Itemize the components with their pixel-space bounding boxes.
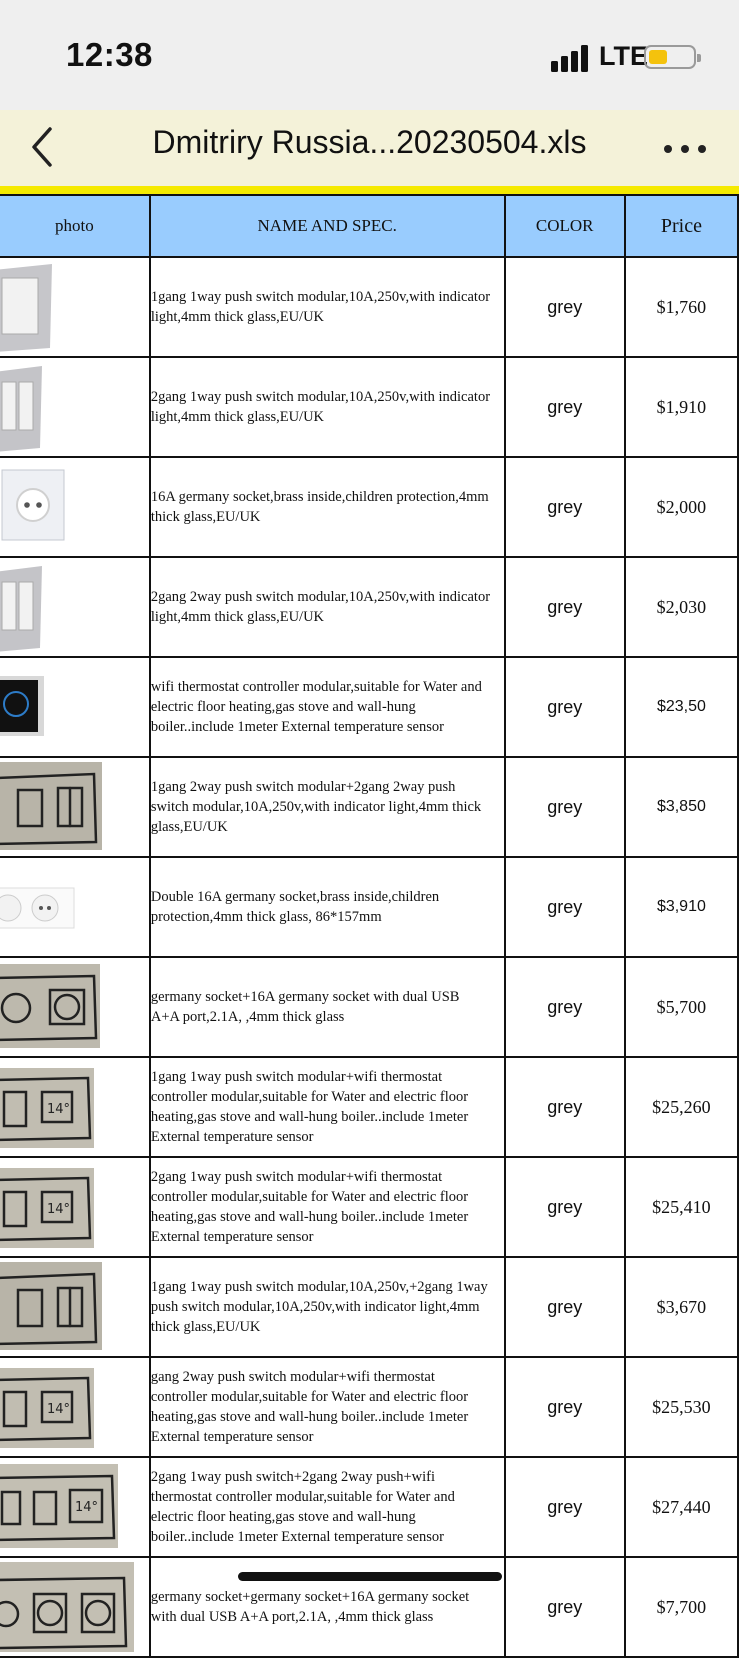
product-photo[interactable] xyxy=(0,1257,150,1357)
spec-cell[interactable] xyxy=(150,1057,505,1157)
spec-line: heating,gas stove and wall-hung boiler..include 1meter xyxy=(150,1109,469,1125)
battery-icon xyxy=(644,45,696,69)
cellular-signal-icon xyxy=(551,44,591,72)
spec-line: light,4mm thick glass,EU/UK xyxy=(150,609,325,625)
product-photo[interactable] xyxy=(0,1057,150,1157)
svg-text:14°: 14° xyxy=(47,1202,71,1217)
spec-line: 1gang 1way push switch modular,10A,250v,with indicator xyxy=(150,289,491,305)
product-photo[interactable] xyxy=(0,357,150,457)
column-header-photo[interactable]: photo xyxy=(0,195,150,257)
svg-text:14°: 14° xyxy=(47,1402,71,1417)
spec-line: 2gang 1way push switch+2gang 2way push+wifi xyxy=(150,1469,436,1485)
price-cell[interactable]: $27,440 xyxy=(625,1457,738,1557)
spec-line: Double 16A germany socket,brass inside,children xyxy=(150,889,440,905)
price-cell[interactable]: $5,700 xyxy=(625,957,738,1057)
table-row xyxy=(0,557,738,657)
color-cell[interactable]: grey xyxy=(505,1057,625,1157)
column-header-price[interactable]: Price xyxy=(625,195,738,257)
color-cell[interactable]: grey xyxy=(505,1257,625,1357)
spec-cell[interactable] xyxy=(150,1357,505,1457)
spec-line: light,4mm thick glass,EU/UK xyxy=(150,309,325,325)
spec-line: 1gang 2way push switch modular+2gang 2way push xyxy=(150,779,456,795)
spec-line: A+A port,2.1A, ,4mm thick glass xyxy=(150,1009,345,1025)
more-horizontal-icon[interactable] xyxy=(660,130,710,166)
table-row xyxy=(0,757,738,857)
spec-line: External temperature sensor xyxy=(150,1129,314,1145)
color-cell[interactable]: grey xyxy=(505,957,625,1057)
price-cell[interactable]: $25,410 xyxy=(625,1157,738,1257)
color-cell[interactable]: grey xyxy=(505,657,625,757)
nav-divider xyxy=(0,186,739,194)
spec-line: push switch modular,10A,250v,with indicator light,4mm xyxy=(150,1299,480,1315)
product-photo[interactable] xyxy=(0,557,150,657)
spec-line: External temperature sensor xyxy=(150,1229,314,1245)
product-photo[interactable] xyxy=(0,457,150,557)
spec-line: light,4mm thick glass,EU/UK xyxy=(150,409,325,425)
spec-line: 2gang 2way push switch modular,10A,250v,with indicator xyxy=(150,589,491,605)
table-row xyxy=(0,357,738,457)
spec-cell[interactable] xyxy=(150,257,505,357)
table-row xyxy=(0,457,738,557)
spec-line: thick glass,EU/UK xyxy=(150,509,261,525)
table-row xyxy=(0,657,738,757)
color-cell[interactable]: grey xyxy=(505,1357,625,1457)
spec-line: thermostat controller modular,suitable for Water and xyxy=(150,1489,455,1505)
spec-line: heating,gas stove and wall-hung boiler..include 1meter xyxy=(150,1409,469,1425)
spec-line: germany socket+germany socket+16A germany socket xyxy=(150,1589,470,1605)
price-cell[interactable]: $2,000 xyxy=(625,457,738,557)
spec-line: controller modular,suitable for Water and electric floor xyxy=(150,1389,469,1405)
spec-line: wifi thermostat controller modular,suitable for Water and xyxy=(150,679,482,695)
spec-cell[interactable] xyxy=(150,1157,505,1257)
spec-line: 16A germany socket,brass inside,children protection,4mm xyxy=(150,489,489,505)
color-cell[interactable]: grey xyxy=(505,257,625,357)
product-photo[interactable] xyxy=(0,1157,150,1257)
color-cell[interactable]: grey xyxy=(505,1557,625,1657)
column-header-name[interactable]: NAME AND SPEC. xyxy=(150,195,505,257)
product-photo[interactable] xyxy=(0,1357,150,1457)
document-title: Dmitriry Russia...20230504.xls xyxy=(152,124,587,160)
spec-cell[interactable] xyxy=(150,757,505,857)
battery-level xyxy=(649,50,667,64)
product-photo[interactable] xyxy=(0,1457,150,1557)
spec-line: boiler..include 1meter External temperature sensor xyxy=(150,719,444,735)
price-cell[interactable]: $23,50 xyxy=(625,657,738,757)
spreadsheet-view[interactable] xyxy=(0,194,739,1625)
spec-line: External temperature sensor xyxy=(150,1429,314,1445)
spec-line: 2gang 1way push switch modular+wifi thermostat xyxy=(150,1169,443,1185)
price-cell[interactable]: $2,030 xyxy=(625,557,738,657)
spec-cell[interactable] xyxy=(150,1257,505,1357)
color-cell[interactable]: grey xyxy=(505,857,625,957)
column-header-color[interactable]: COLOR xyxy=(505,195,625,257)
spec-line: 2gang 1way push switch modular,10A,250v,with indicator xyxy=(150,389,491,405)
table-row xyxy=(0,857,738,957)
table-row xyxy=(0,1057,738,1157)
navigation-bar xyxy=(0,110,739,186)
status-bar xyxy=(0,0,739,110)
table-row xyxy=(0,1157,738,1257)
spec-line: switch modular,10A,250v,with indicator light,4mm thick xyxy=(150,799,482,815)
spec-cell[interactable] xyxy=(150,1457,505,1557)
spec-cell[interactable] xyxy=(150,357,505,457)
spec-cell[interactable] xyxy=(150,857,505,957)
color-cell[interactable]: grey xyxy=(505,457,625,557)
table-row xyxy=(0,1457,738,1557)
price-cell[interactable]: $1,760 xyxy=(625,257,738,357)
product-photo[interactable] xyxy=(0,957,150,1057)
spec-line: heating,gas stove and wall-hung boiler..include 1meter xyxy=(150,1209,469,1225)
product-photo[interactable] xyxy=(0,757,150,857)
home-indicator xyxy=(238,1572,502,1581)
price-cell[interactable]: $25,260 xyxy=(625,1057,738,1157)
spec-line: gang 2way push switch modular+wifi thermostat xyxy=(150,1369,435,1385)
battery-nub xyxy=(697,54,701,62)
spec-line: 1gang 1way push switch modular,10A,250v,+2gang 1way xyxy=(150,1279,488,1295)
spec-line: with dual USB A+A port,2.1A, ,4mm thick glass xyxy=(150,1609,434,1625)
price-cell[interactable]: $7,700 xyxy=(625,1557,738,1657)
spec-line: glass,EU/UK xyxy=(150,819,228,835)
color-cell[interactable]: grey xyxy=(505,1157,625,1257)
price-cell[interactable]: $3,910 xyxy=(625,857,738,957)
network-type: LTE xyxy=(599,41,648,71)
spec-line: controller modular,suitable for Water and electric floor xyxy=(150,1189,469,1205)
spec-line: electric floor heating,gas stove and wall-hung xyxy=(150,1509,416,1525)
product-photo[interactable] xyxy=(0,1557,150,1657)
spec-line: germany socket+16A germany socket with dual USB xyxy=(150,989,460,1005)
color-cell[interactable]: grey xyxy=(505,1457,625,1557)
product-photo[interactable] xyxy=(0,257,150,357)
table-row xyxy=(0,257,738,357)
table-row xyxy=(0,1257,738,1357)
spec-cell[interactable] xyxy=(150,657,505,757)
svg-text:14°: 14° xyxy=(75,1500,99,1515)
product-photo[interactable] xyxy=(0,857,150,957)
status-time: 12:38 xyxy=(66,36,153,73)
table-row xyxy=(0,957,738,1057)
color-cell[interactable]: grey xyxy=(505,357,625,457)
product-photo[interactable] xyxy=(0,657,150,757)
color-cell[interactable]: grey xyxy=(505,757,625,857)
price-cell[interactable]: $1,910 xyxy=(625,357,738,457)
svg-text:14°: 14° xyxy=(47,1102,71,1117)
spec-cell[interactable] xyxy=(150,457,505,557)
spec-cell[interactable] xyxy=(150,957,505,1057)
spec-line: protection,4mm thick glass, 86*157mm xyxy=(150,909,382,925)
color-cell[interactable]: grey xyxy=(505,557,625,657)
spec-line: controller modular,suitable for Water and electric floor xyxy=(150,1089,469,1105)
chevron-left-icon[interactable] xyxy=(24,122,64,172)
header-row xyxy=(0,195,738,257)
spec-line: thick glass,EU/UK xyxy=(150,1319,261,1335)
price-cell[interactable]: $25,530 xyxy=(625,1357,738,1457)
spec-line: electric floor heating,gas stove and wall-hung xyxy=(150,699,416,715)
spec-line: boiler..include 1meter External temperature sensor xyxy=(150,1529,444,1545)
spec-cell[interactable] xyxy=(150,557,505,657)
spec-line: 1gang 1way push switch modular+wifi thermostat xyxy=(150,1069,443,1085)
table-row xyxy=(0,1357,738,1457)
price-cell[interactable]: $3,850 xyxy=(625,757,738,857)
price-cell[interactable]: $3,670 xyxy=(625,1257,738,1357)
